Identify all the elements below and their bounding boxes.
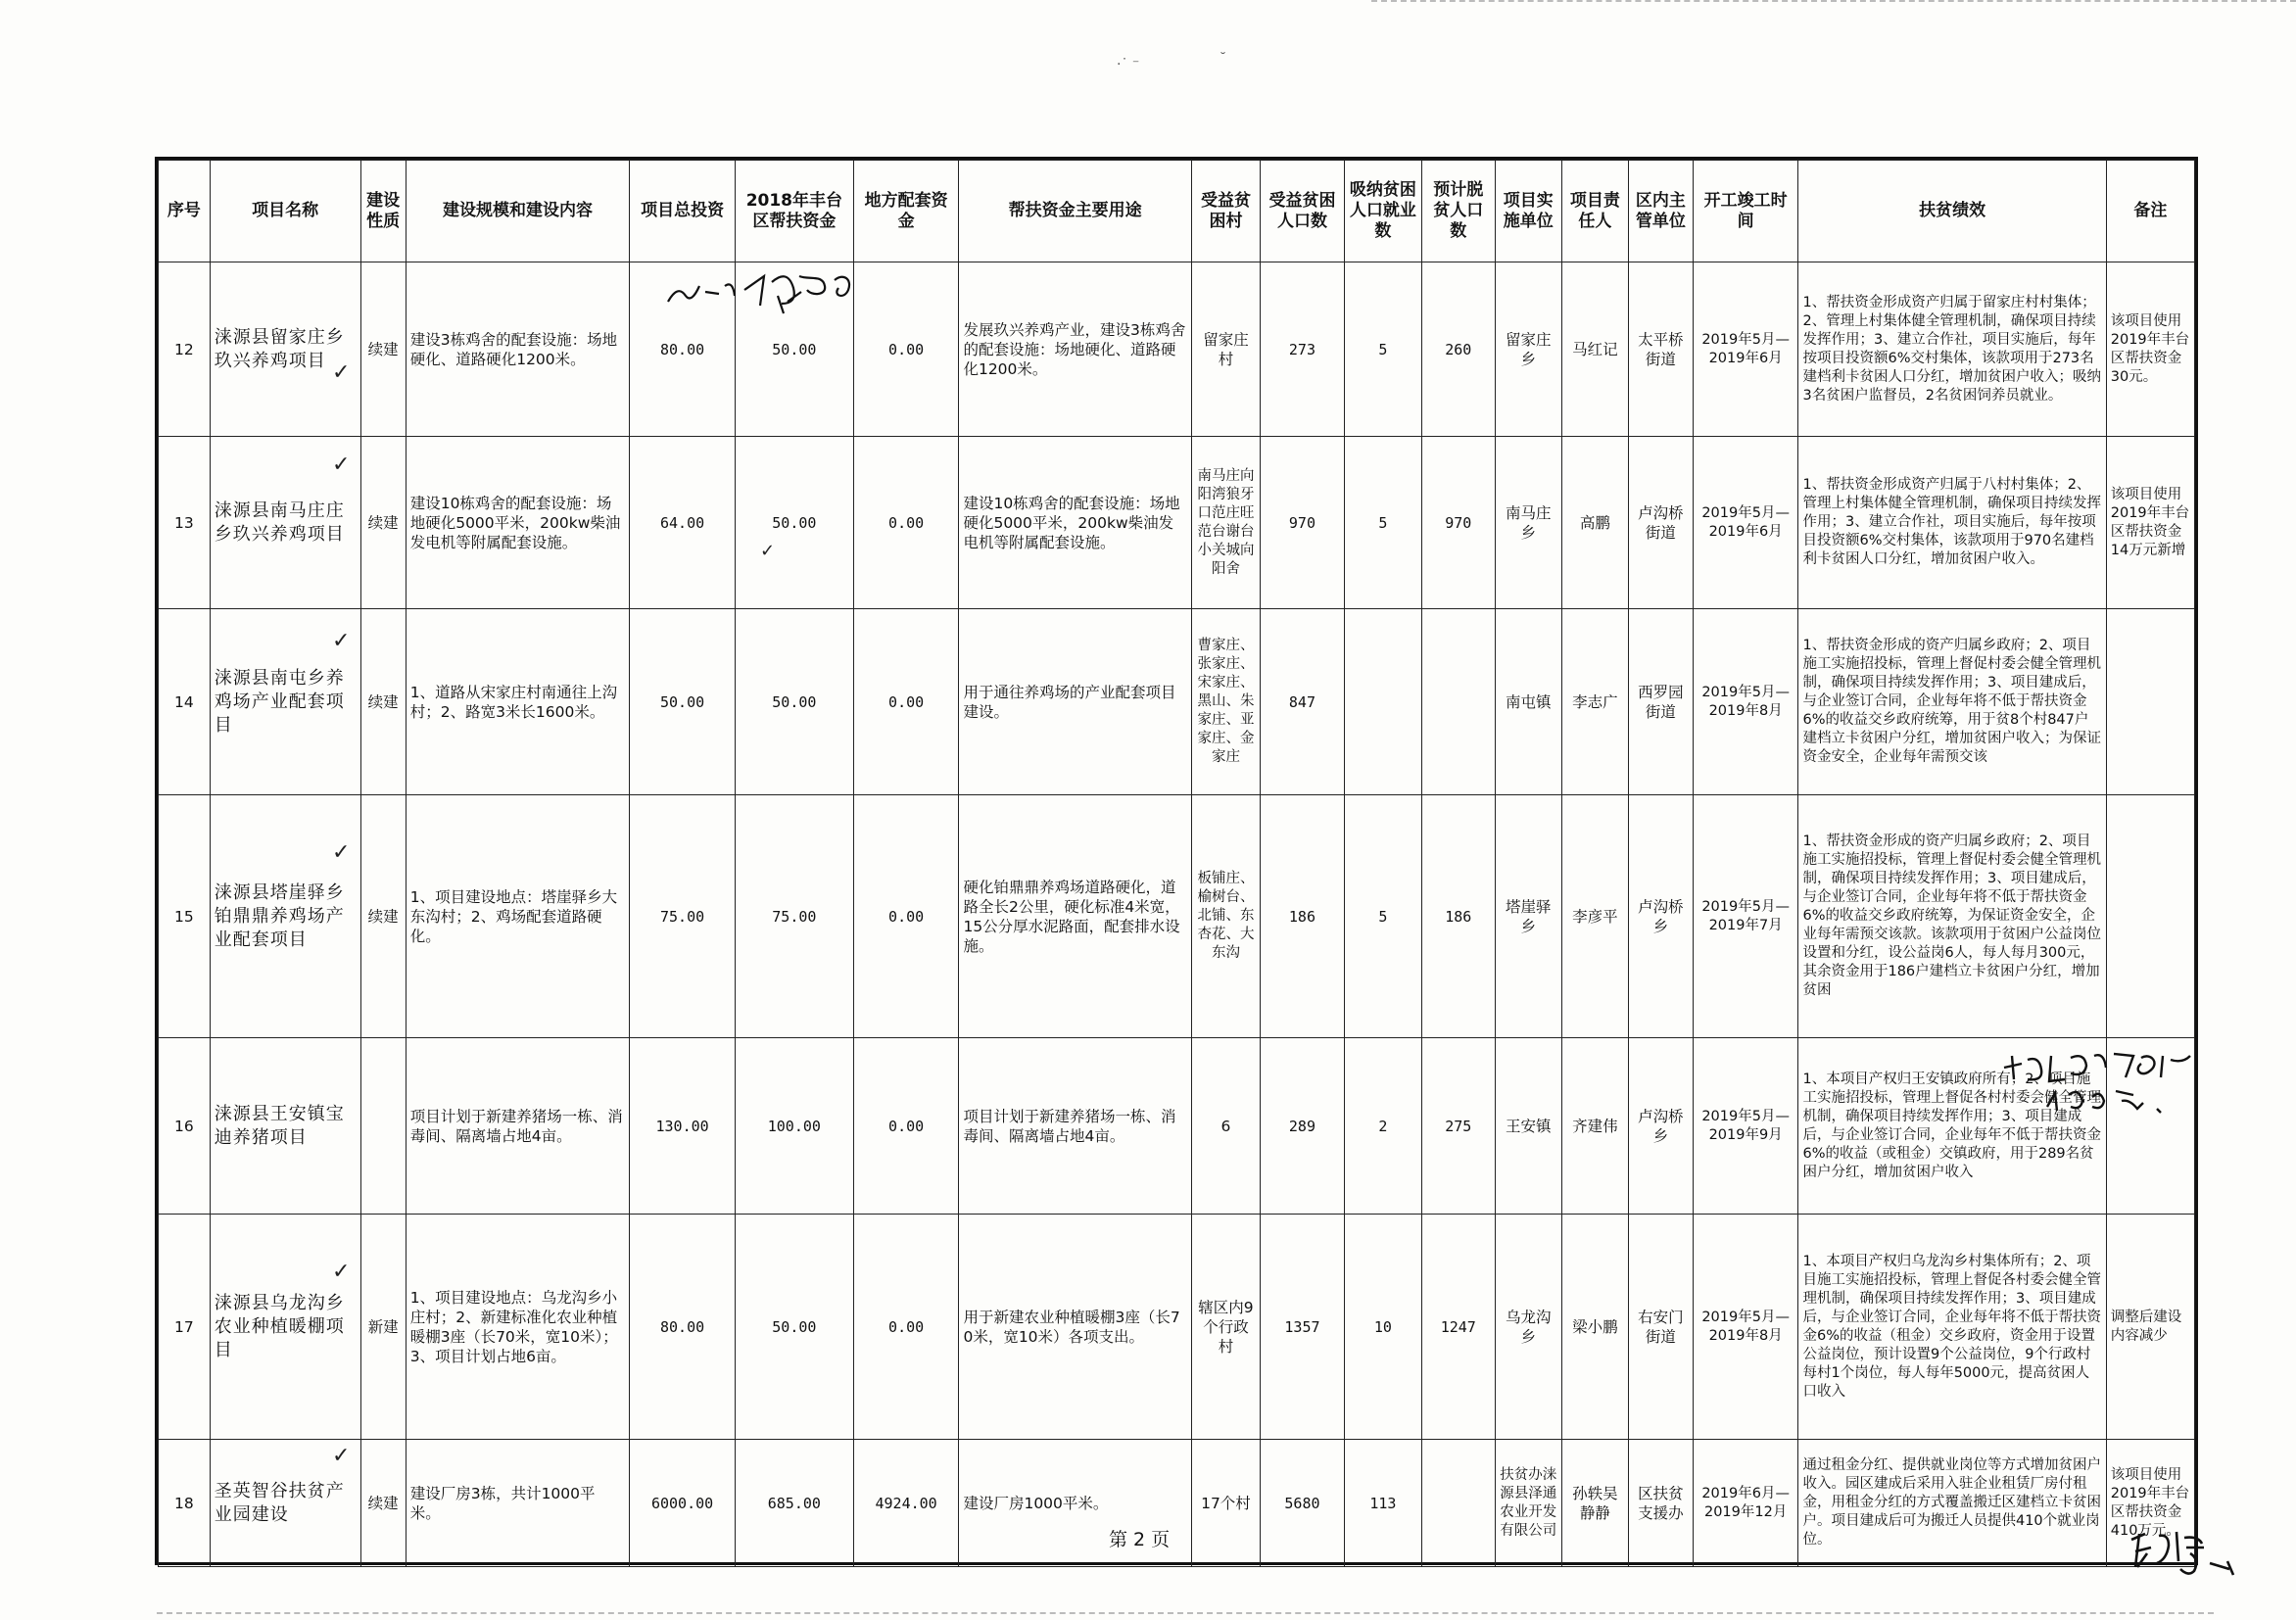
col-header: 项目实施单位 xyxy=(1495,161,1561,262)
construction-type xyxy=(360,1038,406,1215)
schedule: 2019年5月—2019年9月 xyxy=(1693,1038,1798,1215)
implementing-unit: 乌龙沟乡 xyxy=(1495,1215,1561,1440)
row-number: 14 xyxy=(159,609,211,795)
supervising-dept: 太平桥街道 xyxy=(1628,262,1693,437)
implementing-unit: 南屯镇 xyxy=(1495,609,1561,795)
beneficiary-village: 留家庄村 xyxy=(1191,262,1260,437)
beneficiary-village: 辖区内9个行政村 xyxy=(1191,1215,1260,1440)
poverty-exit-count: 260 xyxy=(1421,262,1495,437)
funds-usage: 用于通往养鸡场的产业配套项目建设。 xyxy=(959,609,1191,795)
beneficiary-count: 1357 xyxy=(1261,1215,1345,1440)
project-name: 圣英智谷扶贫产业园建设 xyxy=(210,1440,360,1567)
col-header: 扶贫绩效 xyxy=(1798,161,2106,262)
check-mark-icon: ✓ xyxy=(760,541,776,561)
poverty-exit-count: 1247 xyxy=(1421,1215,1495,1440)
table-row xyxy=(159,1215,2195,1440)
employed-count: 5 xyxy=(1344,262,1421,437)
scan-speck: ·˙ ⁻ xyxy=(1117,57,1140,72)
fengtai-funds: 50.00 xyxy=(735,1215,853,1440)
total-investment: 64.00 xyxy=(630,437,736,609)
col-header: 预计脱贫人口数 xyxy=(1421,161,1495,262)
row-number: 15 xyxy=(159,795,211,1038)
poverty-effect-text: 1、帮扶资金形成资产归属于留家庄村村集体；2、管理上村集体健全管理机制，确保项目持续发挥作用；3、建立合作社，项目实施后，每年按项目投资额6%交村集体，该款项用于273名建档利卡贫困人口分红，增加贫困户收入；吸纳3名贫困户监督员，2名贫困饲养员就业。 xyxy=(1802,294,2101,404)
employed-count: 5 xyxy=(1344,795,1421,1038)
col-header: 区内主管单位 xyxy=(1628,161,1693,262)
construction-scale: 建设3栋鸡舍的配套设施：场地硬化、道路硬化1200米。 xyxy=(406,262,630,437)
funds-usage: 建设厂房1000平米。 xyxy=(959,1440,1191,1567)
table-row xyxy=(159,437,2195,609)
total-investment: 75.00 xyxy=(630,795,736,1038)
responsible-person: 孙轶吴静静 xyxy=(1561,1440,1628,1567)
project-name: 涞源县南马庄庄乡玖兴养鸡项目 xyxy=(210,437,360,609)
col-header: 序号 xyxy=(159,161,211,262)
beneficiary-count: 289 xyxy=(1261,1038,1345,1215)
funds-usage: 建设10栋鸡舍的配套设施：场地硬化5000平米，200kw柴油发电机等附属配套设施。 xyxy=(959,437,1191,609)
construction-type: 续建 xyxy=(360,795,406,1038)
col-header: 受益贫困人口数 xyxy=(1261,161,1345,262)
employed-count: 113 xyxy=(1344,1440,1421,1567)
handwritten-note-row12 xyxy=(662,262,887,323)
col-header: 2018年丰台区帮扶资金 xyxy=(735,161,853,262)
scan-speck: ˘ xyxy=(1220,51,1226,67)
implementing-unit: 留家庄乡 xyxy=(1495,262,1561,437)
employed-count: 2 xyxy=(1344,1038,1421,1215)
beneficiary-count: 273 xyxy=(1261,262,1345,437)
scan-edge-top xyxy=(1371,0,2296,5)
supervising-dept: 卢沟桥街道 xyxy=(1628,437,1693,609)
total-investment: 50.00 xyxy=(630,609,736,795)
poverty-exit-count xyxy=(1421,609,1495,795)
construction-scale: 建设厂房3栋，共计1000平米。 xyxy=(406,1440,630,1567)
project-name: 涞源县留家庄乡玖兴养鸡项目 xyxy=(210,262,360,437)
schedule: 2019年5月—2019年6月 xyxy=(1693,437,1798,609)
responsible-person: 梁小鹏 xyxy=(1561,1215,1628,1440)
fengtai-funds: 50.00 xyxy=(735,609,853,795)
implementing-unit-text: 扶贫办涞源县泽通农业开发有限公司 xyxy=(1500,1466,1557,1539)
local-funds: 0.00 xyxy=(853,1038,959,1215)
table-row xyxy=(159,1440,2195,1567)
supervising-dept: 卢沟桥乡 xyxy=(1628,1038,1693,1215)
col-header: 地方配套资金 xyxy=(853,161,959,262)
schedule: 2019年5月—2019年7月 xyxy=(1693,795,1798,1038)
schedule: 2019年6月—2019年12月 xyxy=(1693,1440,1798,1567)
beneficiary-village-text: 曹家庄、张家庄、宋家庄、黑山、朱家庄、亚家庄、金家庄 xyxy=(1197,638,1255,765)
beneficiary-village: 17个村 xyxy=(1191,1440,1260,1567)
construction-type: 续建 xyxy=(360,437,406,609)
col-header: 项目名称 xyxy=(210,161,360,262)
beneficiary-count: 5680 xyxy=(1261,1440,1345,1567)
implementing-unit xyxy=(1495,1440,1561,1567)
row-number: 13 xyxy=(159,437,211,609)
col-header: 受益贫困村 xyxy=(1191,161,1260,262)
implementing-unit: 塔崖驿乡 xyxy=(1495,795,1561,1038)
funds-usage: 硬化铂鼎鼎养鸡场道路硬化，道路全长2公里，硬化标准4米宽，15公分厚水泥路面，配套排水设施。 xyxy=(959,795,1191,1038)
check-mark-icon: ✓ xyxy=(332,629,351,653)
supervising-dept: 右安门街道 xyxy=(1628,1215,1693,1440)
poverty-effect-text: 1、本项目产权归王安镇政府所有；2、项目施工实施招投标，管理上督促各村村委会健全管理机制，确保项目持续发挥作用；3、项目建成后，与企业签订合同，企业每年不低于帮扶资金6%的收益（或租金）交镇政府，用于289名贫困户分红，增加贫困户收入 xyxy=(1802,1071,2101,1180)
beneficiary-village: 板铺庄、榆树台、北铺、东杏花、大东沟 xyxy=(1191,795,1260,1038)
local-funds: 0.00 xyxy=(853,1215,959,1440)
funds-usage: 用于新建农业种植暖棚3座（长70米，宽10米）各项支出。 xyxy=(959,1215,1191,1440)
supervising-dept: 卢沟桥乡 xyxy=(1628,795,1693,1038)
handwritten-note-row16 xyxy=(1998,1046,2233,1124)
implementing-unit: 南马庄乡 xyxy=(1495,437,1561,609)
construction-scale: 项目计划于新建养猪场一栋、消毒间、隔离墙占地4亩。 xyxy=(406,1038,630,1215)
check-mark-icon: ✓ xyxy=(332,840,351,865)
poverty-effect-text: 1、本项目产权归乌龙沟乡村集体所有；2、项目施工实施招投标，管理上督促各村委会健全管理机制，确保项目持续发挥作用；3、项目建成后，与企业签订合同，企业每年将不低于帮扶资金6%的收益（租金）交乡政府，资金用于设置公益岗位，预计设置9个公益岗位，9个行政村每村1个岗位，每人每年5000元，提高贫困人口收入 xyxy=(1802,1253,2101,1400)
poverty-effect-text: 1、帮扶资金形成资产归属于八村村集体；2、管理上村集体健全管理机制，确保项目持续发挥作用；3、建立合作社，项目实施后，每年按项目投资额6%交村集体，该款项用于970名建档利卡贫困人口分红，增加贫困户收入。 xyxy=(1802,477,2101,567)
construction-scale: 1、项目建设地点：塔崖驿乡大东沟村；2、鸡场配套道路硬化。 xyxy=(406,795,630,1038)
responsible-person: 高鹏 xyxy=(1561,437,1628,609)
poverty-effect xyxy=(1798,437,2106,609)
employed-count: 10 xyxy=(1344,1215,1421,1440)
poverty-exit-count xyxy=(1421,1440,1495,1567)
fengtai-funds: 50.00 xyxy=(735,437,853,609)
project-name: 涞源县乌龙沟乡农业种植暖棚项目 xyxy=(210,1215,360,1440)
header-row xyxy=(159,161,2195,262)
table-row xyxy=(159,262,2195,437)
table-row xyxy=(159,1038,2195,1215)
construction-scale: 1、道路从宋家庄村南通往上沟村；2、路宽3米长1600米。 xyxy=(406,609,630,795)
col-header: 开工竣工时间 xyxy=(1693,161,1798,262)
remark xyxy=(2106,795,2194,1038)
beneficiary-village xyxy=(1191,437,1260,609)
col-header: 建设规模和建设内容 xyxy=(406,161,630,262)
funds-usage: 发展玖兴养鸡产业，建设3栋鸡舍的配套设施：场地硬化、道路硬化1200米。 xyxy=(959,262,1191,437)
beneficiary-count: 847 xyxy=(1261,609,1345,795)
col-header: 备注 xyxy=(2106,161,2194,262)
schedule: 2019年5月—2019年8月 xyxy=(1693,609,1798,795)
beneficiary-village: 6 xyxy=(1191,1038,1260,1215)
row-number: 16 xyxy=(159,1038,211,1215)
total-investment: 80.00 xyxy=(630,262,736,437)
remark: 调整后建设内容减少 xyxy=(2106,1215,2194,1440)
poverty-exit-count: 186 xyxy=(1421,795,1495,1038)
page-number: 第 2 页 xyxy=(1107,1525,1172,1551)
fengtai-funds: 685.00 xyxy=(735,1440,853,1567)
poverty-effect-text: 通过租金分红、提供就业岗位等方式增加贫困户收入。园区建成后采用入驻企业租赁厂房付租金，用租金分红的方式覆盖搬迁区建档立卡贫困户。项目建成后可为搬迁人员提供410个就业岗位。 xyxy=(1802,1457,2101,1548)
construction-scale: 1、项目建设地点：乌龙沟乡小庄村；2、新建标准化农业种植暖棚3座（长70米，宽10米）；3、项目计划占地6亩。 xyxy=(406,1215,630,1440)
poverty-effect xyxy=(1798,1440,2106,1567)
fengtai-funds: 100.00 xyxy=(735,1038,853,1215)
check-mark-icon: ✓ xyxy=(332,453,351,477)
remark: 该项目使用2019年丰台区帮扶资金410万元。 xyxy=(2106,1440,2194,1567)
poverty-effect-text: 1、帮扶资金形成的资产归属乡政府；2、项目施工实施招投标，管理上督促村委会健全管理机制，确保项目持续发挥作用；3、项目建成后，与企业签订合同，企业每年将不低于帮扶资金6%的收益交乡政府统筹，为保证资金安全，企业每年需预交该款。该款项用于贫困户公益岗位设置和分红，设公益岗6人，每人每月300元，其余资金用于186户建档立卡贫困户分红，增加贫困 xyxy=(1802,834,2101,998)
construction-type: 新建 xyxy=(360,1215,406,1440)
poverty-effect xyxy=(1798,262,2106,437)
check-mark-icon: ✓ xyxy=(332,1444,351,1468)
row-number: 12 xyxy=(159,262,211,437)
supervising-dept: 区扶贫支援办 xyxy=(1628,1440,1693,1567)
check-mark-icon: ✓ xyxy=(332,1260,351,1284)
poverty-exit-count: 970 xyxy=(1421,437,1495,609)
col-header: 吸纳贫困人口就业数 xyxy=(1344,161,1421,262)
table-row xyxy=(159,609,2195,795)
project-table-sheet xyxy=(155,157,2198,1565)
poverty-effect xyxy=(1798,1215,2106,1440)
employed-count xyxy=(1344,609,1421,795)
project-name: 涞源县南屯乡养鸡场产业配套项目 xyxy=(210,609,360,795)
table-row xyxy=(159,795,2195,1038)
poverty-effect xyxy=(1798,795,2106,1038)
local-funds: 0.00 xyxy=(853,262,959,437)
check-mark-icon: ✓ xyxy=(332,360,351,385)
local-funds: 0.00 xyxy=(853,795,959,1038)
total-investment: 6000.00 xyxy=(630,1440,736,1567)
supervising-dept: 西罗园街道 xyxy=(1628,609,1693,795)
poverty-exit-count: 275 xyxy=(1421,1038,1495,1215)
total-investment: 130.00 xyxy=(630,1038,736,1215)
construction-type: 续建 xyxy=(360,1440,406,1567)
beneficiary-village-text: 南马庄向阳湾狼牙口范庄旺范台谢台小关城向阳舍 xyxy=(1197,467,1255,577)
remark: 该项目使用2019年丰台区帮扶资金30元。 xyxy=(2106,262,2194,437)
row-number: 17 xyxy=(159,1215,211,1440)
employed-count: 5 xyxy=(1344,437,1421,609)
responsible-person: 李彦平 xyxy=(1561,795,1628,1038)
schedule: 2019年5月—2019年8月 xyxy=(1693,1215,1798,1440)
local-funds: 0.00 xyxy=(853,609,959,795)
responsible-person: 齐建伟 xyxy=(1561,1038,1628,1215)
scan-edge-bottom xyxy=(157,1612,2214,1617)
remark xyxy=(2106,609,2194,795)
local-funds: 4924.00 xyxy=(853,1440,959,1567)
fengtai-funds: 75.00 xyxy=(735,795,853,1038)
project-table xyxy=(158,160,2195,1567)
beneficiary-count: 186 xyxy=(1261,795,1345,1038)
remark: 该项目使用2019年丰台区帮扶资金14万元新增 xyxy=(2106,437,2194,609)
construction-type: 续建 xyxy=(360,262,406,437)
construction-type: 续建 xyxy=(360,609,406,795)
project-name: 涞源县王安镇宝迪养猪项目 xyxy=(210,1038,360,1215)
total-investment: 80.00 xyxy=(630,1215,736,1440)
beneficiary-village xyxy=(1191,609,1260,795)
col-header: 帮扶资金主要用途 xyxy=(959,161,1191,262)
col-header: 项目责任人 xyxy=(1561,161,1628,262)
funds-usage: 项目计划于新建养猪场一栋、消毒间、隔离墙占地4亩。 xyxy=(959,1038,1191,1215)
col-header: 建设性质 xyxy=(360,161,406,262)
row-number: 18 xyxy=(159,1440,211,1567)
handwritten-signature xyxy=(2126,1524,2243,1583)
schedule: 2019年5月—2019年6月 xyxy=(1693,262,1798,437)
col-header: 项目总投资 xyxy=(630,161,736,262)
poverty-effect-text: 1、帮扶资金形成的资产归属乡政府；2、项目施工实施招投标，管理上督促村委会健全管理机制，确保项目持续发挥作用；3、项目建成后，与企业签订合同，企业每年将不低于帮扶资金6%的收益交乡政府统筹，用于贫8个村847户建档立卡贫困户分红，增加贫困户收入；为保证资金安全，企业每年需预交该 xyxy=(1802,638,2101,765)
poverty-effect xyxy=(1798,609,2106,795)
construction-scale: 建设10栋鸡舍的配套设施：场地硬化5000平米，200kw柴油发电机等附属配套设施。 xyxy=(406,437,630,609)
local-funds: 0.00 xyxy=(853,437,959,609)
responsible-person: 李志广 xyxy=(1561,609,1628,795)
implementing-unit: 王安镇 xyxy=(1495,1038,1561,1215)
responsible-person: 马红记 xyxy=(1561,262,1628,437)
beneficiary-count: 970 xyxy=(1261,437,1345,609)
fengtai-funds: 50.00 xyxy=(735,262,853,437)
project-name: 涞源县塔崖驿乡铂鼎鼎养鸡场产业配套项目 xyxy=(210,795,360,1038)
